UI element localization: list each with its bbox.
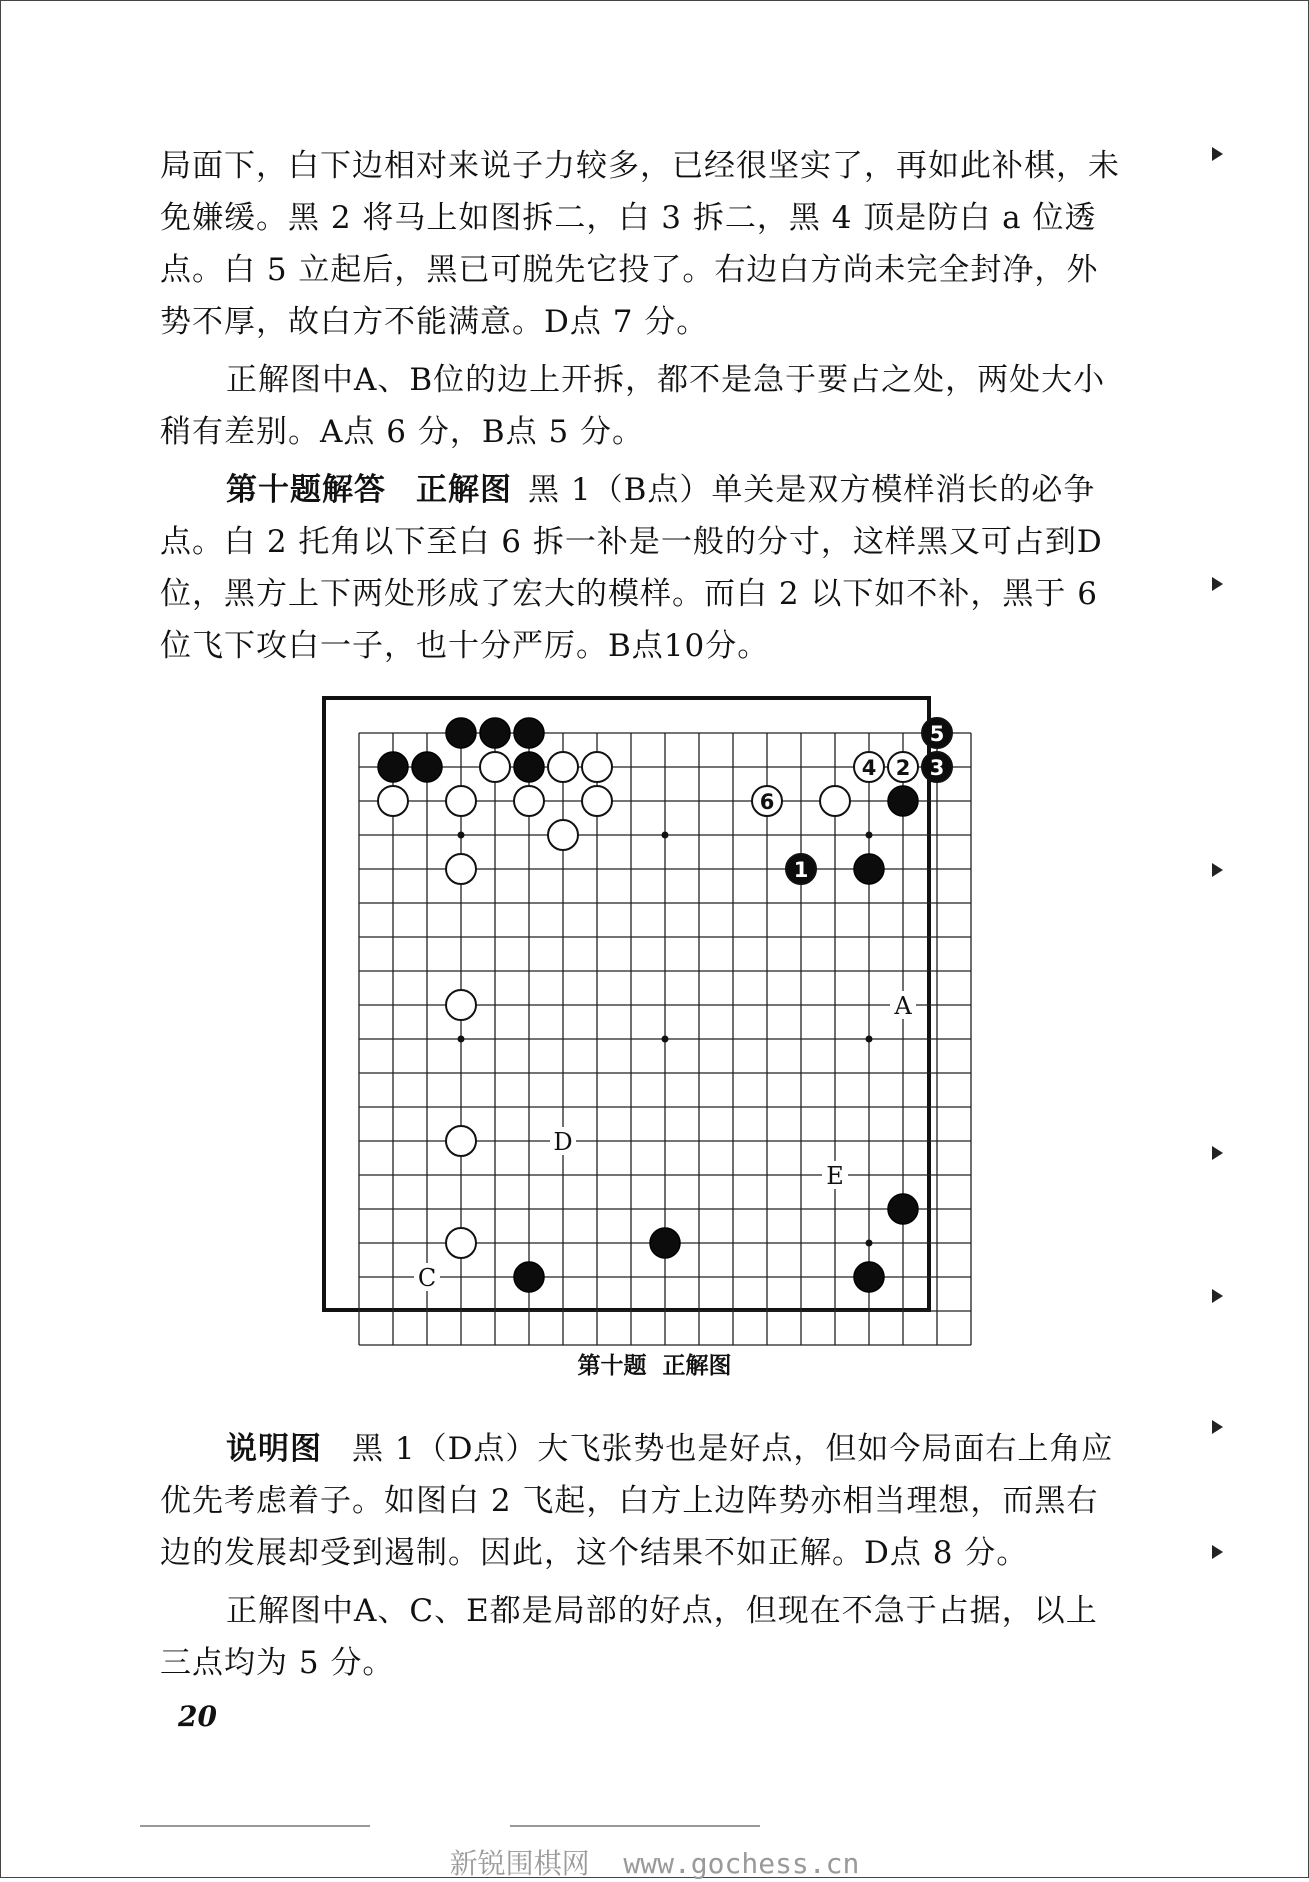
black-stone (480, 718, 510, 748)
white-stone (548, 820, 578, 850)
white-stone (582, 752, 612, 782)
move-number-3: 3 (929, 756, 945, 780)
watermark-url: www.gochess.cn (623, 1847, 860, 1880)
star-point (458, 832, 465, 839)
move-number-4: 4 (861, 756, 877, 780)
margin-arrow-icon (1212, 1420, 1223, 1434)
star-point (458, 1036, 465, 1043)
paragraph-4 (160, 1423, 1120, 1579)
white-stone (446, 1126, 476, 1156)
paragraph-4-body: 黑 1（D点）大飞张势也是好点，但如今局面右上角应优先考虑着子。如图白 2 飞起，白方上边阵势亦相当理想，而黑右边的发展却受到遏制。因此，这个结果不如正解。D点 8 分。 (160, 1431, 1114, 1571)
star-point (866, 832, 873, 839)
white-stone (378, 786, 408, 816)
black-stone (514, 752, 544, 782)
go-board-diagram (318, 692, 945, 1322)
upper-text-block (160, 140, 1120, 678)
correct-diagram-heading: 正解图 (416, 472, 512, 508)
watermark-site-name: 新锐围棋网 (449, 1847, 590, 1880)
white-stone (514, 786, 544, 816)
star-point (866, 1240, 873, 1247)
caption-subtitle: 正解图 (662, 1352, 732, 1379)
black-stone (888, 786, 918, 816)
white-stone (582, 786, 612, 816)
point-label-a: A (894, 992, 912, 1020)
footer-rule-right (510, 1825, 760, 1827)
go-board (318, 692, 945, 1322)
black-stone (854, 854, 884, 884)
star-point (662, 832, 669, 839)
margin-arrow-icon (1212, 1289, 1223, 1303)
black-stone (514, 718, 544, 748)
move-number-5: 5 (929, 722, 945, 746)
white-stone (446, 786, 476, 816)
black-stone (514, 1262, 544, 1292)
move-number-1: 1 (793, 858, 809, 882)
margin-arrow-icon (1212, 147, 1223, 161)
paragraph-2: 正解图中A、B位的边上开拆，都不是急于要占之处，两处大小稍有差别。A点 6 分，B点 5 分。 (160, 362, 1106, 450)
diagram-caption (0, 1347, 1309, 1380)
point-label-d: D (553, 1128, 573, 1156)
point-label-c: C (417, 1264, 437, 1292)
paragraph-3-body: 黑 1（B点）单关是双方模样消长的必争点。白 2 托角以下至白 6 拆一补是一般的分寸，这样黑又可占到D位，黑方上下两处形成了宏大的模样。而白 2 以下如不补，黑于 6 位飞下攻白一子，也十分严厉。B点10分。 (160, 472, 1103, 664)
black-stone (378, 752, 408, 782)
paragraph-5: 正解图中A、C、E都是局部的好点，但现在不急于占据，以上三点均为 5 分。 (160, 1593, 1098, 1681)
margin-arrow-icon (1212, 577, 1223, 591)
white-stone (480, 752, 510, 782)
footer-rule-left (140, 1825, 370, 1827)
point-label-e: E (826, 1162, 844, 1190)
white-stone (446, 1228, 476, 1258)
caption-title: 第十题 (577, 1352, 647, 1379)
problem-10-answer-heading: 第十题解答 (226, 472, 386, 508)
star-point (866, 1036, 873, 1043)
black-stone (854, 1262, 884, 1292)
paragraph-1: 局面下，白下边相对来说子力较多，已经很坚实了，再如此补棋，未免嫌缓。黑 2 将马上如图拆二，白 3 拆二，黑 4 顶是防白 a 位透点。白 5 立起后，黑已可脱先它投了。右边白方尚未完全封净，外势不厚，故白方不能满意。D点 7 分。 (160, 148, 1120, 340)
white-stone (446, 990, 476, 1020)
margin-arrow-icon (1212, 863, 1223, 877)
white-stone (820, 786, 850, 816)
margin-arrow-icon (1212, 1545, 1223, 1559)
explanation-diagram-heading: 说明图 (226, 1431, 322, 1467)
black-stone (650, 1228, 680, 1258)
black-stone (446, 718, 476, 748)
lower-text-block (160, 1423, 1120, 1695)
page-number: 20 (178, 1700, 217, 1733)
white-stone (446, 854, 476, 884)
white-stone (548, 752, 578, 782)
star-point (662, 1036, 669, 1043)
black-stone (888, 1194, 918, 1224)
margin-arrow-icon (1212, 1146, 1223, 1160)
move-number-6: 6 (759, 790, 775, 814)
move-number-2: 2 (895, 756, 911, 780)
site-watermark (0, 1842, 1309, 1882)
black-stone (412, 752, 442, 782)
paragraph-3 (160, 464, 1120, 672)
